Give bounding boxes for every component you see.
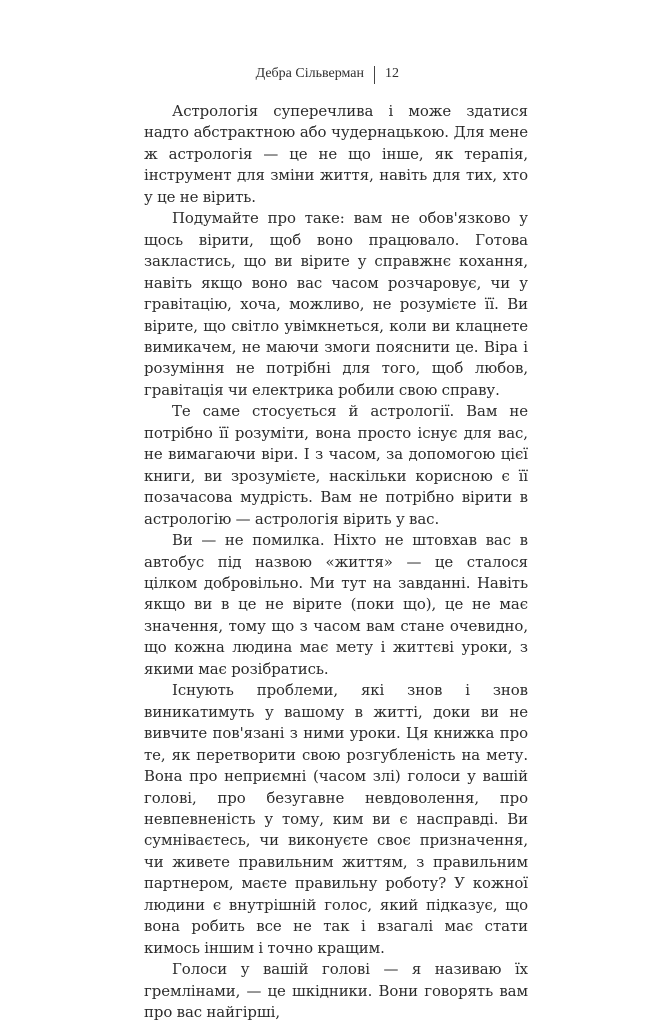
paragraph-4: Ви — не помилка. Ніхто не штовхав вас в автобус під назвою «життя» — це сталося цілком добровільно. Ми тут на завданні. Навіть якщо ви в це не вірите (поки що), це не має значення, тому що з часом вам стане очевидно, що кожна людина має мету і життєві уроки, з якими має розібратись.	[144, 531, 528, 678]
paragraph-1: Астрологія суперечлива і може здатися надто абстрактною або чудернацькою. Для мене ж астрологія — це не що інше, як терапія, інструмент для зміни життя, навіть для тих, хто у це не вірить.	[144, 102, 528, 206]
header-divider	[374, 66, 375, 84]
page-number: 12	[385, 66, 399, 81]
paragraph-6: Голоси у вашій голові — я називаю їх гремлінами, — це шкідники. Вони говорять вам про вас найгірші,	[144, 960, 528, 1022]
paragraph-2: Подумайте про таке: вам не обов'язково у щось вірити, щоб воно працювало. Готова закластись, що ви вірите у справжнє кохання, навіть якщо воно вас часом розчаровує, чи у гравітацію, хоча, можливо, не розумієте її. Ви вірите, що світло увімкнеться, коли ви клацнете вимикачем, не маючи змоги пояснити це. Віра і розуміння не потрібні для того, щоб любов, гравітація чи електрика робили свою справу.	[144, 209, 528, 399]
header-author: Дебра Сільверман	[255, 66, 364, 81]
paragraph-5: Існують проблеми, які знов і знов виникатимуть у вашому в житті, доки ви не вивчите пов'язані з ними уроки. Ця книжка про те, як перетворити свою розгубленість на мету. Вона про неприємні (часом злі) голоси у вашій голові, про безугавне невдоволення, про невпевненість у тому, ким ви є насправді. Ви сумніваєтесь, чи виконуєте своє призначення, чи живете правильним життям, з правильним партнером, маєте правильну роботу? У кожної людини є внутрішній голос, який підказує, що вона робить все не так і взагалі має стати кимось іншим і точно кращим.	[144, 681, 528, 957]
running-header	[0, 66, 667, 86]
body-text	[144, 101, 528, 1023]
paragraph-3: Те саме стосується й астрології. Вам не потрібно її розуміти, вона просто існує для вас, не вимагаючи віри. І з часом, за допомогою цієї книги, ви зрозумієте, наскільки корисною є її позачасова мудрість. Вам не потрібно вірити в астрологію — астрологія вірить у вас.	[144, 402, 528, 528]
